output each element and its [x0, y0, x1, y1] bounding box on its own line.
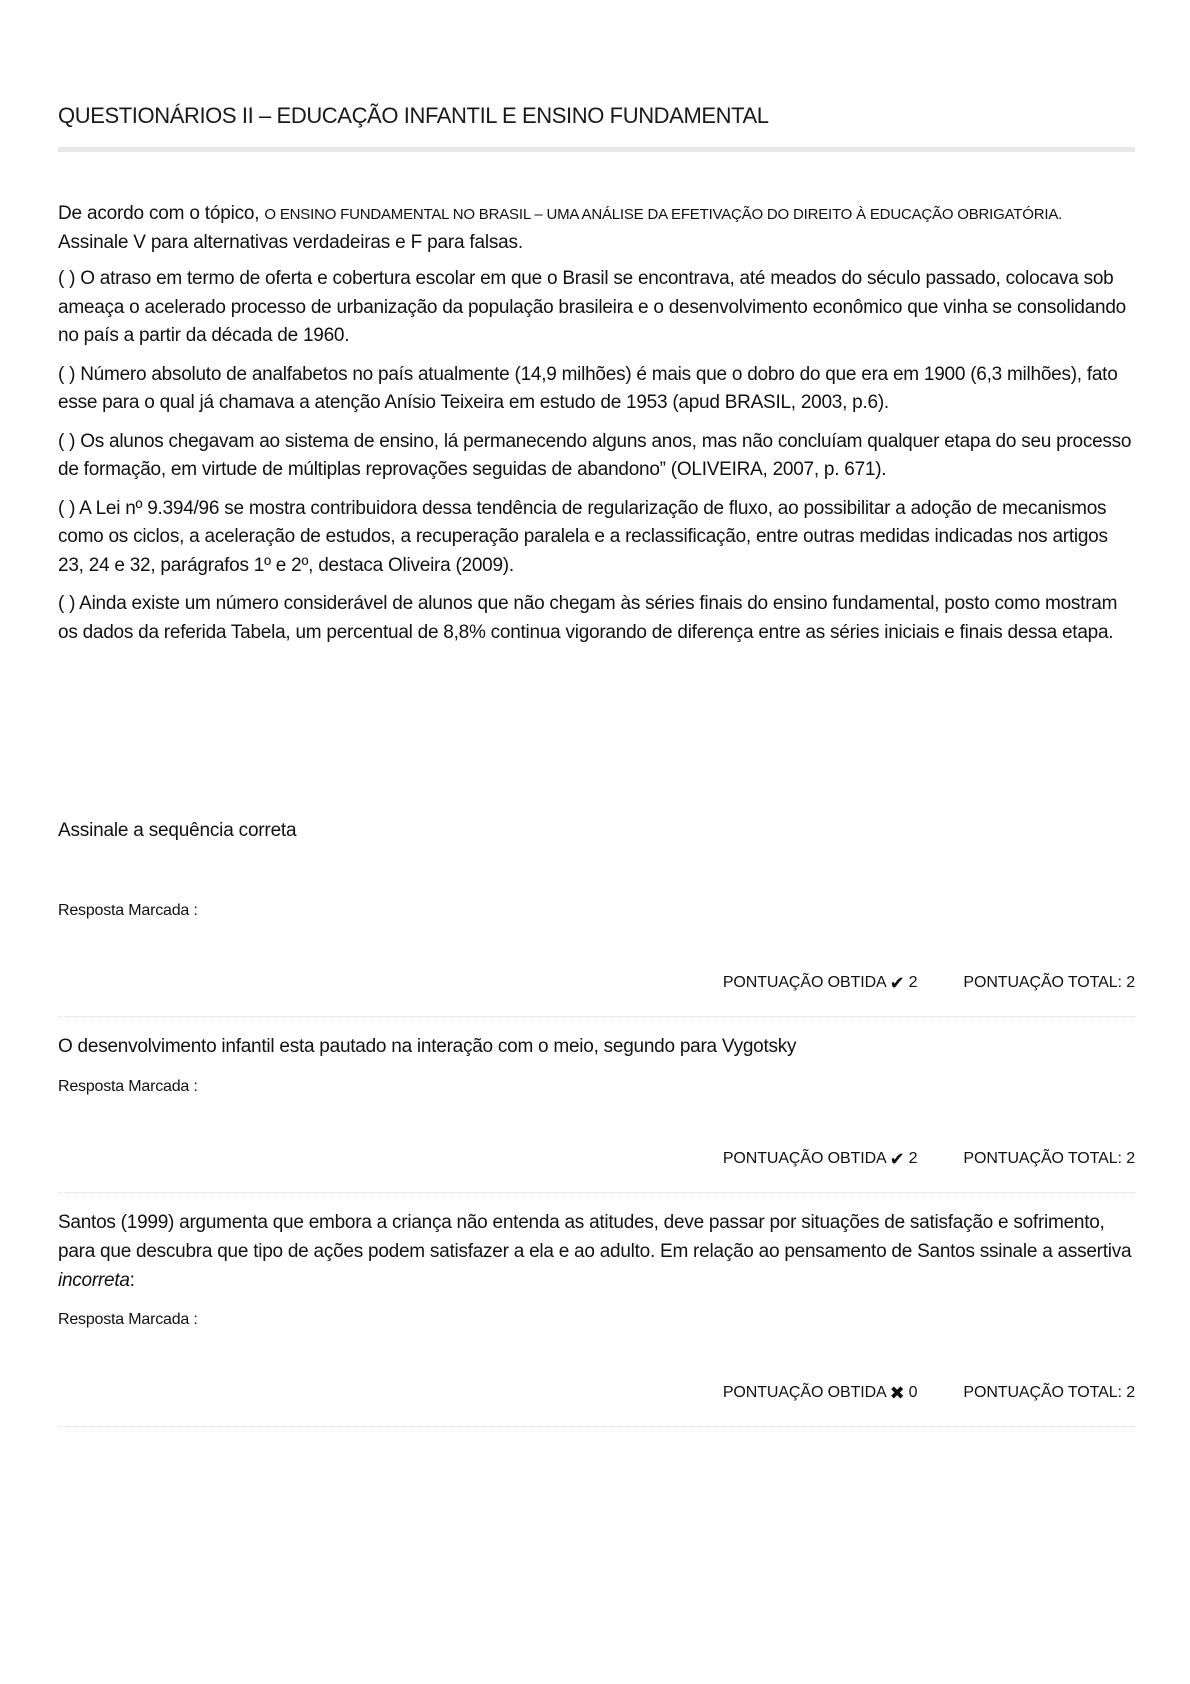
check-icon: ✔ [889, 973, 905, 993]
cross-icon: ✖ [889, 1383, 905, 1403]
statement-item: ( ) A Lei nº 9.394/96 se mostra contribuidora dessa tendência de regularização de fluxo, ao possibilitar a adoção de mecanismos como os ciclos, a aceleração de estudos, a recuperação paralela e a reclassificação, entre outras medidas indicadas nos artigos 23, 24 e 32, parágrafos 1º e 2º, destaca Oliveira (2009). [58, 497, 1108, 576]
score-obtained-label: PONTUAÇÃO OBTIDA [722, 1150, 887, 1167]
score-obtained [723, 974, 918, 992]
question-2-answer-label: Resposta Marcada : [58, 1078, 198, 1095]
score-obtained-label: PONTUAÇÃO OBTIDA [722, 1384, 887, 1401]
question-1 [58, 200, 1135, 657]
question-3-text [58, 1208, 1135, 1295]
statement-item: ( ) Ainda existe um número considerável de alunos que não chegam às séries finais do ensino fundamental, posto como mostram os dados da referida Tabela, um percentual de 8,8% continua vigorando de diferença entre as séries iniciais e finais dessa etapa. [58, 593, 1118, 643]
intro-topic: O ENSINO FUNDAMENTAL NO BRASIL – UMA ANÁLISE DA EFETIVAÇÃO DO DIREITO À EDUCAÇÃO OBRIGATÓRIA. [264, 206, 1063, 223]
score-total: PONTUAÇÃO TOTAL: 2 [963, 1384, 1135, 1401]
intro-instruction: Assinale V para alternativas verdadeiras e F para falsas. [58, 232, 523, 253]
question-3-score-row [723, 1384, 1135, 1402]
statement-item: ( ) Os alunos chegavam ao sistema de ensino, lá permanecendo alguns anos, mas não concluíam qualquer etapa do seu processo de formação, em virtude de múltiplas reprovações seguidas de abandono” (OLIVEIRA, 2007, p. 671). [58, 430, 1132, 480]
score-obtained [723, 1150, 918, 1168]
question-divider [58, 1192, 1135, 1193]
question-divider [58, 1426, 1135, 1427]
score-obtained-value: 0 [908, 1384, 918, 1401]
question-3-text-emphasis: incorreta [58, 1270, 130, 1291]
question-1-answer-label: Resposta Marcada : [58, 902, 198, 919]
score-obtained-value: 2 [908, 1150, 918, 1167]
score-total: PONTUAÇÃO TOTAL: 2 [963, 974, 1135, 991]
page-title: QUESTIONÁRIOS II – EDUCAÇÃO INFANTIL E ENSINO FUNDAMENTAL [58, 103, 769, 128]
title-divider [58, 147, 1135, 152]
statement-item: ( ) O atraso em termo de oferta e cobertura escolar em que o Brasil se encontrava, até meados do século passado, colocava sob ameaça o acelerado processo de urbanização da população brasileira e o desenvolvimento econômico que vinha se consolidando no país a partir da década de 1960. [58, 268, 1126, 346]
question-1-score-row [723, 974, 1135, 992]
question-2-score-row [723, 1150, 1135, 1168]
question-3-text-main: Santos (1999) argumenta que embora a criança não entenda as atitudes, deve passar por situações de satisfação e sofrimento, para que descubra que tipo de ações podem satisfazer a ela e ao adulto. Em relação ao pensamento de Santos ssinale a assertiva [58, 1212, 1132, 1262]
question-3-text-suffix: : [129, 1270, 135, 1291]
question-1-prompt: Assinale a sequência correta [58, 820, 297, 841]
score-obtained-value: 2 [908, 974, 918, 991]
score-obtained [723, 1384, 918, 1402]
question-divider [58, 1016, 1135, 1017]
score-obtained-label: PONTUAÇÃO OBTIDA [722, 974, 887, 991]
question-3-answer-label: Resposta Marcada : [58, 1311, 198, 1328]
question-2-text: O desenvolvimento infantil esta pautado na interação com o meio, segundo para Vygotsky [58, 1036, 797, 1057]
score-total: PONTUAÇÃO TOTAL: 2 [963, 1150, 1135, 1167]
check-icon: ✔ [889, 1149, 905, 1169]
statement-item: ( ) Número absoluto de analfabetos no país atualmente (14,9 milhões) é mais que o dobro do que era em 1900 (6,3 milhões), fato esse para o qual já chamava a atenção Anísio Teixeira em estudo de 1953 (apud BRASIL, 2003, p.6). [58, 363, 1118, 413]
question-1-intro [58, 200, 1135, 257]
intro-prefix: De acordo com o tópico, [58, 203, 265, 224]
